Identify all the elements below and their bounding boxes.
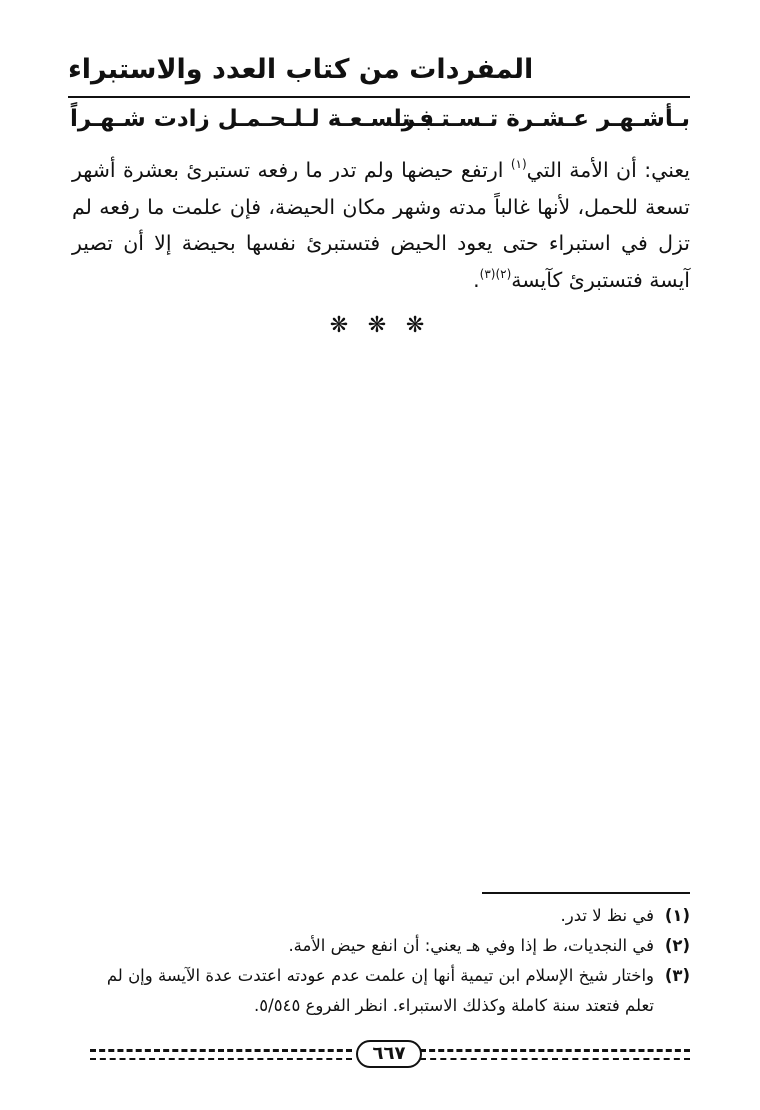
paragraph-text-start: يعني: أن الأمة التي bbox=[526, 158, 690, 182]
footnote-text: في نظ لا تدر. bbox=[560, 906, 654, 925]
footnote-3 bbox=[78, 961, 690, 1021]
paragraph bbox=[72, 152, 690, 298]
page-number: ٦٦٧ bbox=[356, 1040, 422, 1068]
footnote-ref-2-3[interactable]: (٢)(٣) bbox=[479, 266, 512, 281]
section-separator: ❋ ❋ ❋ bbox=[329, 313, 431, 338]
footer-ornament-right bbox=[420, 1049, 690, 1060]
verse-second-hemistich: فـتـسـعـة لـلـحـمـل زادت شـهـراً bbox=[70, 106, 435, 132]
footnote-rule bbox=[482, 892, 690, 894]
verse-first-hemistich: بـأشـهـر عـشـرة تـسـتـبـرا bbox=[393, 106, 690, 132]
paragraph-end: . bbox=[473, 267, 480, 292]
page-footer bbox=[90, 1040, 690, 1070]
footnote-number: (٣) bbox=[664, 966, 690, 985]
header-rule bbox=[68, 96, 690, 98]
commentary-paragraph bbox=[72, 152, 690, 298]
footnote-text: في النجديات، ط إذا وفي هـ يعني: أن انفع حيض الأمة. bbox=[288, 936, 654, 955]
footnotes bbox=[78, 901, 690, 1021]
footnote-text: واختار شيخ الإسلام ابن تيمية أنها إن علمت عدم عودته اعتدت عدة الآيسة وإن لم تعلم فتعتد سنة كاملة وكذلك الاستبراء. انظر الفروع ٥/٥٤٥. bbox=[106, 966, 654, 1015]
paragraph-text-main: ارتفع حيضها ولم تدر ما رفعه تستبرئ بعشرة أشهر تسعة للحمل، لأنها غالباً مدته وشهر مكان الحيضة، فإن علمت ما رفعه لم تزل في استبراء حتى يعود الحيض فتستبرئ نفسها بحيضة إلا أن تصير آيسة فتستبرئ كآيسة bbox=[72, 158, 690, 292]
footer-ornament-left bbox=[90, 1049, 352, 1060]
running-header-title: المفردات من كتاب العدد والاستبراء bbox=[68, 54, 534, 85]
footnote-2 bbox=[78, 931, 690, 961]
footnote-ref-1[interactable]: (١) bbox=[510, 157, 527, 171]
footnote-number: (١) bbox=[664, 906, 690, 925]
verse-line bbox=[70, 104, 690, 140]
footnote-1 bbox=[78, 901, 690, 931]
footnote-number: (٢) bbox=[664, 936, 690, 955]
page-header bbox=[68, 48, 690, 98]
